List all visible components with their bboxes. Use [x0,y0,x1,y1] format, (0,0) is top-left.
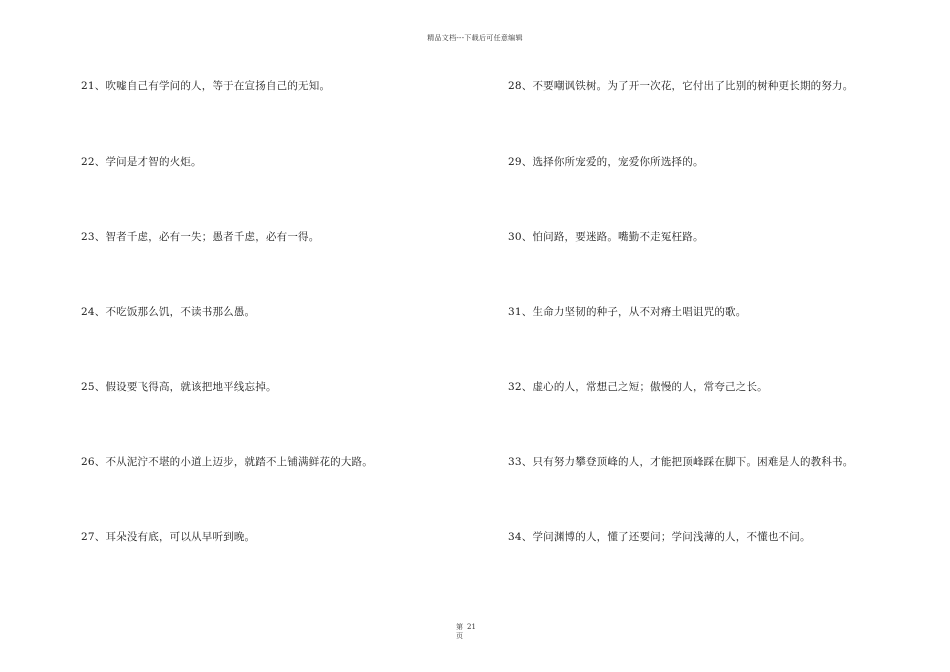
quote-item: 27、耳朵没有底，可以从早听到晚。 [81,531,256,543]
quote-item: 25、假设要飞得高，就该把地平线忘掉。 [81,381,277,393]
page-header: 精品文档---下载后可任意编辑 [427,34,523,42]
footer-suffix: 页 [456,632,463,640]
quote-item: 22、学问是才智的火炬。 [81,156,202,168]
quote-item: 32、虚心的人，常想己之短；傲慢的人，常夸己之长。 [508,381,768,393]
quote-item: 21、吹嘘自己有学问的人，等于在宣扬自己的无知。 [81,80,331,92]
quote-item: 30、怕问路，要迷路。嘴勤不走冤枉路。 [508,231,704,243]
quote-item: 33、只有努力攀登顶峰的人，才能把顶峰踩在脚下。困难是人的教科书。 [508,456,854,468]
footer-page-line [456,623,476,632]
quote-item: 23、智者千虑，必有一失；愚者千虑，必有一得。 [81,231,320,243]
quote-item: 29、选择你所宠爱的，宠爱你所选择的。 [508,156,704,168]
page-footer [456,623,476,641]
page-number: 21 [467,623,476,631]
quote-item: 24、不吃饭那么饥，不读书那么愚。 [81,306,256,318]
quote-item: 34、学问渊博的人，懂了还要问；学问浅薄的人，不懂也不问。 [508,531,811,543]
quote-item: 26、不从泥泞不堪的小道上迈步，就踏不上铺满鲜花的大路。 [81,456,373,468]
quote-item: 31、生命力坚韧的种子，从不对瘠土唱诅咒的歌。 [508,306,747,318]
footer-prefix: 第 [456,623,463,631]
quote-item: 28、不要嘲讽铁树。为了开一次花，它付出了比别的树种更长期的努力。 [508,80,854,92]
